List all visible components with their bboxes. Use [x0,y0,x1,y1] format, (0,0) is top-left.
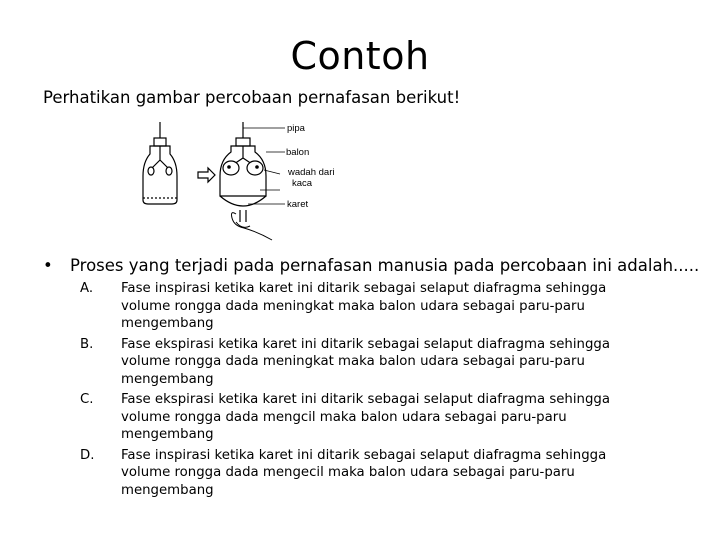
question-text: Proses yang terjadi pada pernafasan manusia pada percobaan ini adalah..... [70,256,700,275]
option-d [79,447,659,500]
answer-options [79,280,659,502]
bell-jar-experiment-figure [140,118,350,243]
question [43,256,699,275]
label-pipa: pipa [287,123,305,134]
intro-text: Perhatikan gambar percobaan pernafasan berikut! [43,88,461,107]
option-text: Fase inspirasi ketika karet ini ditarik sebagai selaput diafragma sehingga volume rongga dada mengecil maka balon udara sebagai paru-paru mengembang [121,447,607,498]
option-c [79,391,659,444]
slide-title: Contoh [290,34,430,78]
label-wadah-line2: kaca [292,178,313,189]
option-b [79,336,659,389]
jar-after [220,122,285,240]
option-text: Fase inspirasi ketika karet ini ditarik sebagai selaput diafragma sehingga volume rongga dada meningkat maka balon udara sebagai paru-paru mengembang [121,281,607,331]
option-letter: A. [80,281,94,296]
option-a [79,280,659,333]
label-karet: karet [287,199,309,210]
option-text: Fase ekspirasi ketika karet ini ditarik sebagai selaput diafragma sehingga volume rongga dada meningkat maka balon udara sebagai paru-paru mengembang [121,336,611,387]
option-letter: B. [80,336,94,352]
bell-jar-illustration [140,118,350,243]
label-wadah-line1: wadah dari [288,167,335,178]
label-balon: balon [286,147,310,158]
option-letter: C. [80,392,94,407]
question-bullet: • [43,256,53,275]
transition-arrow [198,168,215,182]
option-letter: D. [80,447,95,463]
option-text: Fase ekspirasi ketika karet ini ditarik sebagai selaput diafragma sehingga volume rongga dada mengcil maka balon udara sebagai paru-paru mengembang [121,392,611,442]
jar-before [143,122,177,204]
